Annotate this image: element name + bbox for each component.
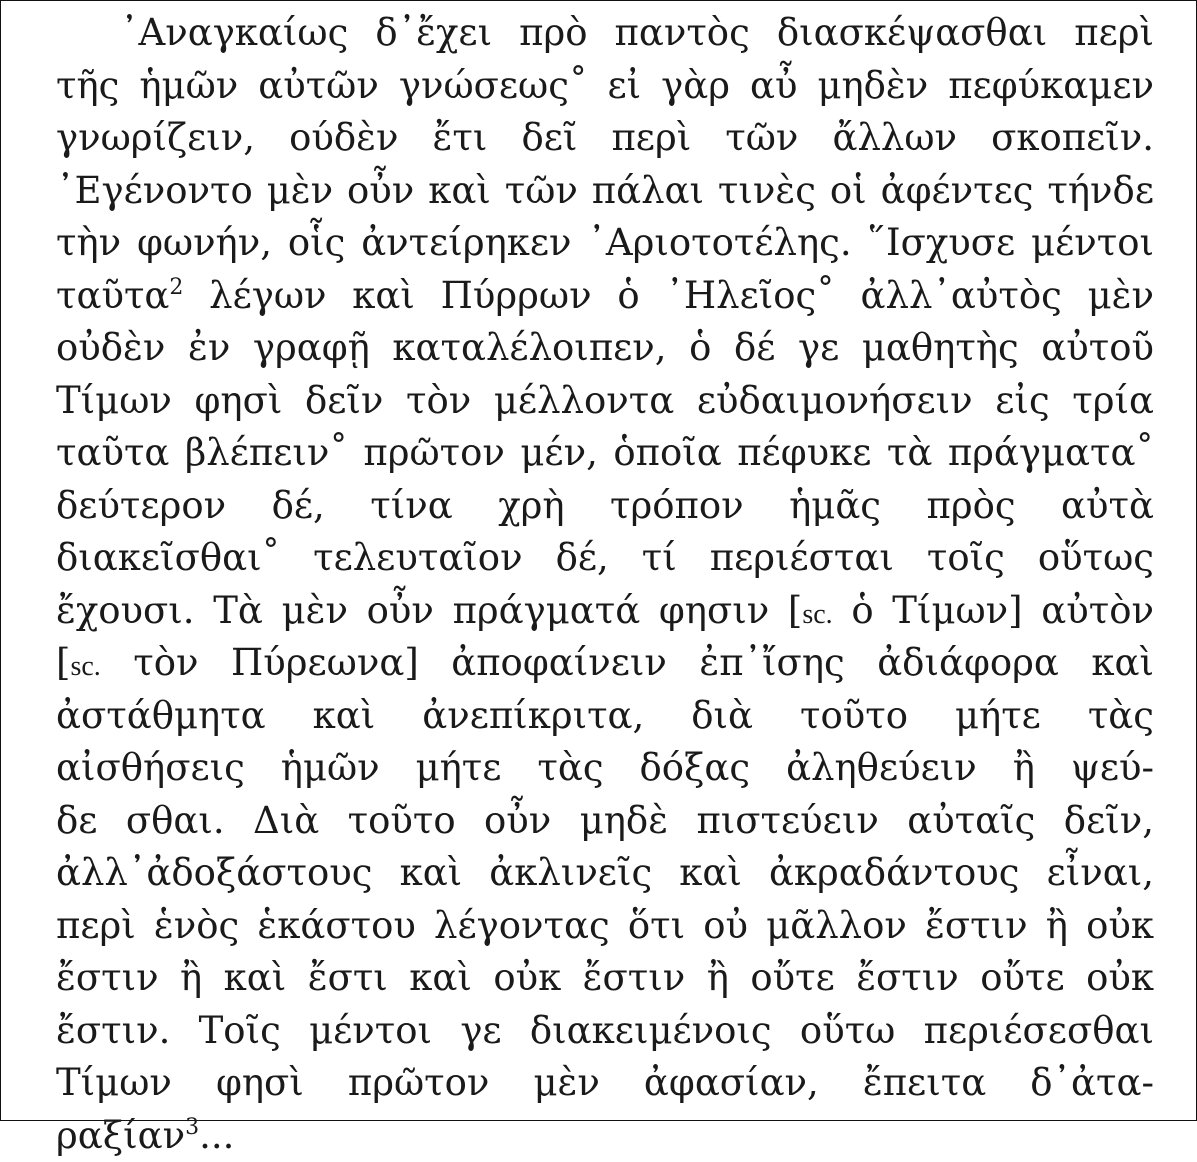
text-line: ἔστιν. Τοῖς μέντοι γε διακειμένοις οὕτω περιέσεσθαι [56,1005,1154,1058]
text-segment: ... [199,1114,234,1157]
text-line: οὐδὲν ἐν γραφῇ καταλέλοιπεν, ὁ δέ γε μαθητὴς αὐτοῦ [56,322,1154,375]
text-line [56,270,1154,323]
text-segment: λέγων καὶ Πύρρων ὁ ᾿Ηλεῖος˚ ἀλλ᾿αὐτὸς μὲν [183,274,1154,317]
scilicet-abbreviation: sc. [802,599,832,630]
text-segment: ἔχουσι. Τὰ μὲν οὖν πράγματά φησιν [ [56,589,802,632]
text-line [56,637,1154,690]
footnote-marker-2: 2 [169,275,183,300]
text-line: ᾿Αναγκαίως δ᾿ἔχει πρὸ παντὸς διασκέψασθαι περὶ [56,7,1154,60]
text-line: ἔστιν ἢ καὶ ἔστι καὶ οὐκ ἔστιν ἢ οὔτε ἔστιν οὔτε οὐκ [56,952,1154,1005]
text-line: περὶ ἑνὸς ἑκάστου λέγοντας ὅτι οὐ μᾶλλον ἔστιν ἢ οὐκ [56,900,1154,953]
text-line: τὴν φωνήν, οἷς ἀντείρηκεν ᾿Αριοτοτέλης. ῞Ισχυσε μέντοι [56,217,1154,270]
text-segment: [ [56,641,70,684]
greek-passage [56,7,1154,1162]
text-line: δε σθαι. Διὰ τοῦτο οὖν μηδὲ πιστεύειν αὐταῖς δεῖν, [56,795,1154,848]
text-line: ταῦτα βλέπειν˚ πρῶτον μέν, ὁποῖα πέφυκε τὰ πράγματα˚ [56,427,1154,480]
text-line: Τίμων φησὶ δεῖν τὸν μέλλοντα εὐδαιμονήσειν εἰς τρία [56,375,1154,428]
text-line [56,585,1154,638]
footnote-marker-3: 3 [185,1115,199,1140]
text-line: ᾿Εγένοντο μὲν οὖν καὶ τῶν πάλαι τινὲς οἱ ἀφέντες τήνδε [56,165,1154,218]
text-line: διακεῖσθαι˚ τελευταῖον δέ, τί περιέσται τοῖς οὕτως [56,532,1154,585]
text-segment: τὸν Πύρεωνα] ἀποφαίνειν ἐπ᾿ἴσης ἀδιάφορα καὶ [101,641,1154,684]
text-line: ἀλλ᾿ἀδοξάστους καὶ ἀκλινεῖς καὶ ἀκραδάντους εἶναι, [56,847,1154,900]
text-line: ἀστάθμητα καὶ ἀνεπίκριτα, διὰ τοῦτο μήτε τὰς [56,690,1154,743]
scilicet-abbreviation: sc. [70,651,100,682]
text-line: γνωρίζειν, ούδὲν ἔτι δεῖ περὶ τῶν ἄλλων σκοπεῖν. [56,112,1154,165]
text-segment: ὁ Τίμων] αὐτὸν [833,589,1154,632]
text-segment: ταῦτα [56,274,169,317]
text-line: δεύτερον δέ, τίνα χρὴ τρόπον ἡμᾶς πρὸς αὐτὰ [56,480,1154,533]
text-segment: ραξίαν [56,1114,185,1157]
text-line: αἰσθήσεις ἡμῶν μήτε τὰς δόξας ἀληθεύειν ἢ ψεύ- [56,742,1154,795]
text-line: τῆς ἡμῶν αὐτῶν γνώσεως˚ εἰ γὰρ αὖ μηδὲν πεφύκαμεν [56,60,1154,113]
text-line [56,1110,1154,1162]
text-line: Τίμων φησὶ πρῶτον μὲν ἀφασίαν, ἔπειτα δ᾿ἀτα- [56,1057,1154,1110]
